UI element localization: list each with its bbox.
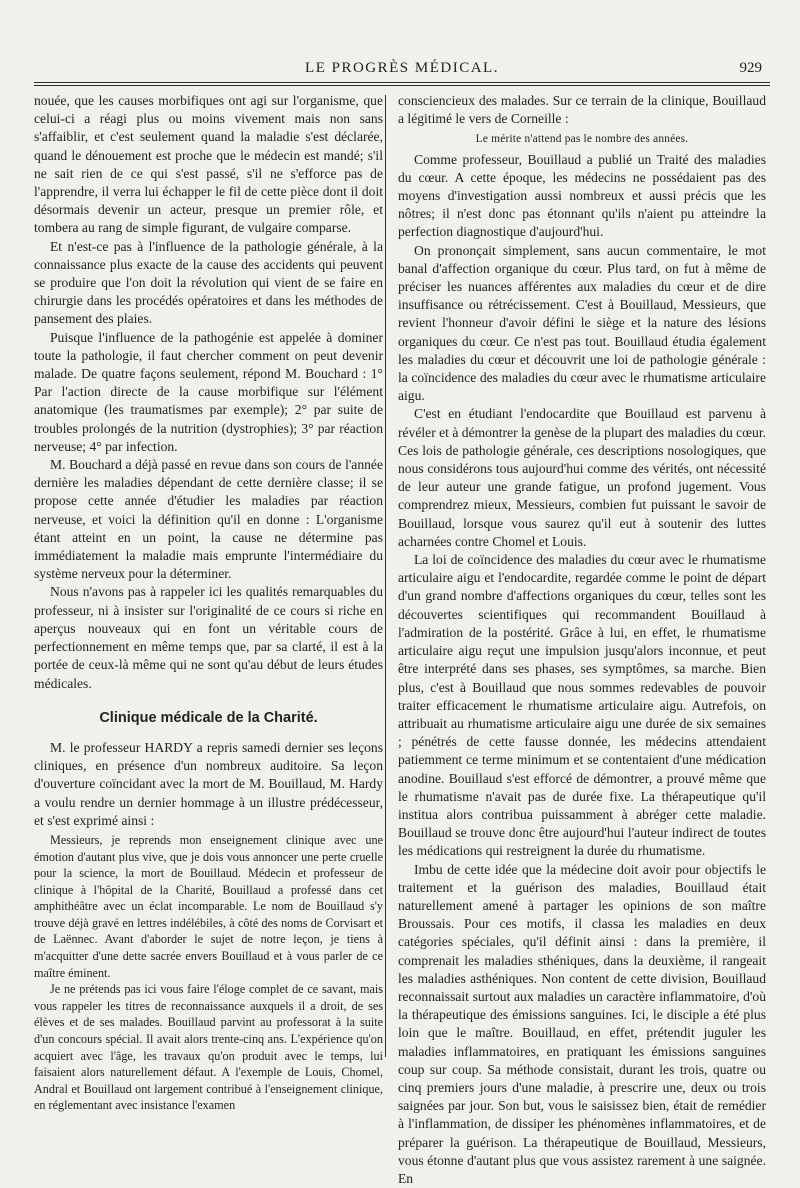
quoted-paragraph: Messieurs, je reprends mon enseignement clinique avec une émotion d'autant plus vive, que je dois vous annoncer une perte cruelle pour la science, la mort de Bouillaud. Médecin et professeur de clinique à l'hôpital de la Charité, Bouillaud a professé dans cet amphithéâtre avec un éclat incomparable. Le nom de Bouillaud s'y trouve déjà gravé en lettres indélébiles, à côté des noms de Corvisart et de Laënnec. Avant d'aborder le sujet de notre leçon, je tiens à m'acquitter d'une dette sacrée envers Bouillaud et à vous parler de ce maître éminent. — [34, 832, 383, 980]
column-rule — [385, 95, 386, 1057]
header-rule — [34, 82, 770, 86]
paragraph: consciencieux des malades. Sur ce terrain de la clinique, Bouillaud a légitimé le vers de Corneille : — [398, 93, 766, 127]
paragraph: Comme professeur, Bouillaud a publié un Traité des maladies du cœur. A cette époque, les médecins ne possédaient pas des moyens d'investigation aussi nombreux et aussi précis que les nôtres; il n'est donc pas étonnant qu'ils n'aient pu atteindre la perfection diagnostique d'aujourd'hui. — [398, 151, 766, 240]
quoted-paragraph: Je ne prétends pas ici vous faire l'éloge complet de ce savant, mais vous rappeler les titres de reconnaissance auxquels il a droit, de ses élèves et de ses malades. Bouillaud parvint au professorat à la suite d'un concours spécial. Il avait alors trente-cinq ans. L'expérience qu'on acquiert avec l'âge, les travaux qu'on produit avec le temps, lui faisaient alors naturellement défaut. A l'exemple de Louis, Chomel, Andral et Bouillaud ont largement contribué à l'enseignement clinique, en réglementant avec insistance l'examen — [34, 982, 383, 1113]
paragraph: La loi de coïncidence des maladies du cœur avec le rhumatisme articulaire aigu et l'endocardite, regardée comme le point de départ d'un grand nombre d'affections organiques du cœur, telles sont les découvertes scientifiques qui recommandent Bouillaud à l'admiration de la postérité. Grâce à lui, en effet, le rhumatisme articulaire aigu reçut une impulsion jusqu'alors inconnue, et peut être interprété dans ses phases, ses symptômes, sa marche. Bien plus, c'est à Bouillaud que nous sommes redevables de pouvoir traiter efficacement le rhumatisme articulaire aigu. Autrefois, on attribuait au rhumatisme articulaire aigu une durée de six semaines ; pénétrés de cette fausse donnée, les médecins attendaient patiemment ce terme minimum et se contentaient d'une médication anodine. Bouillaud s'est efforcé de démontrer, a prouvé même que le rhumatisme n'avait pas de durée fixe. La thérapeutique qu'il institua alors contribua puissamment à abréger cette maladie. Bouillaud se trouve donc être aujourd'hui l'auteur indirect de toutes les médications qui restreignent la durée du rhumatisme. — [398, 552, 766, 859]
paragraph: Imbu de cette idée que la médecine doit avoir pour objectifs le traitement et la guérison des maladies, Bouillaud était naturellement amené à partager les opinions de son maître Broussais. Pour ces motifs, il classa les maladies en deux catégories spéciales, qu'il définit ainsi : dans la première, il comprenait les maladies sthéniques, dans la deuxième, il rangeait les maladies asthéniques. Non content de cette division, Bouillaud reconnaissait surtout aux maladies un caractère inflammatoire, d'où la thérapeutique des émissions sanguines. Ici, le disciple a été plus loin que le maître. Bouillaud, en effet, prétendit juguler les maladies inflammatoires, en pratiquant les émissions sanguines coup sur coup. Sa méthode consistait, durant les trois, quatre ou cinq premiers jours d'une maladie, à prescrire une, deux ou trois saignées par jour. Son but, vous le saisissez bien, était de remédier à l'inflammation, de dissiper les phénomènes inflammatoires, et de préparer la guérison. La thérapeutique de Bouillaud, Messieurs, vous étonne d'autant plus que vous assistez rarement à une saignée. En — [398, 861, 766, 1186]
paragraph: Puisque l'influence de la pathogénie est appelée à dominer toute la pathologie, il faut chercher comment on peut devenir malade. De quatre façons seulement, répond M. Bouchard : 1° Par l'action directe de la cause morbifique sur l'élément anatomique (les traumatismes par exemple); 2° par suite de troubles prolongés de la nutrition (dystrophies); 3° par réaction nerveuse; 4° par infection. — [34, 329, 383, 454]
journal-title: LE PROGRÈS MÉDICAL. — [305, 60, 499, 76]
verse-quote: Le mérite n'attend pas le nombre des années. — [475, 133, 689, 146]
section-title: Clinique médicale de la Charité. — [99, 709, 318, 726]
left-column — [34, 92, 383, 1114]
paragraph: nouée, que les causes morbifiques ont agi sur l'organisme, que celui-ci a réagi plus ou moins vivement mais non sans s'affaiblir, et c'est seulement quand la maladie s'est déclarée, quand le dénouement est proche que le médecin est mandé; s'il ne sait rien de ce qui s'est passé, s'il ne s'efforce pas de l'apprendre, il verra lui échapper le fil de cette pièce dont il doit désormais devenir un acteur, presque un premier rôle, et tombera au rang de simple figurant, de vulgaire comparse. — [34, 93, 383, 236]
paragraph: Et n'est-ce pas à l'influence de la pathologie générale, à la connaissance plus exacte de la cause des accidents qui peuvent se produire que l'on doit la révolution qui vient de se faire en chirurgie dans les procédés opératoires et dans les méthodes de pansement des plaies. — [34, 238, 383, 327]
page-header — [34, 54, 770, 84]
paragraph: On prononçait simplement, sans aucun commentaire, le mot banal d'affection organique du cœur. Plus tard, on fut à même de préciser les nuances afférentes aux maladies du cœur et de dire insuffisance ou rétrécissement. C'est à Bouillaud, Messieurs, que revient l'honneur d'avoir défini le siège et la nature des lésions organiques du cœur. Ce n'est pas tout. Bouillaud étudia également les maladies du cœur et découvrit une loi de pathologie générale : la coïncidence des maladies du cœur avec le rhumatisme articulaire aigu. — [398, 242, 766, 404]
paragraph: Nous n'avons pas à rappeler ici les qualités remarquables du professeur, ni à insister sur l'originalité de ce cours si riche en aperçus nouveaux qui en font un véritable cours de perfectionnement en même temps que, par sa clarté, il est à la portée de ceux-là même qui ne sont qu'au début de leurs études médicales. — [34, 584, 383, 691]
paragraph: C'est en étudiant l'endocardite que Bouillaud est parvenu à révéler et à démontrer la genèse de la plupart des maladies du cœur. Ces lois de pathologie générale, ces descriptions nosologiques, que nous considérons tous aujourd'hui comme des vérités, ont nécessité de leur auteur une grande fatigue, un profond jugement. Vous comprendrez mieux, Messieurs, combien fut puissant le savoir de Bouillaud, lorsque vous saurez qu'il eut à soutenir des luttes acharnées contre Chomel et Louis. — [398, 406, 767, 549]
paragraph: M. Bouchard a déjà passé en revue dans son cours de l'année dernière les maladies dépendant de cette dernière classe; il se propose cette année d'étudier les maladies par réaction nerveuse, et voici la définition qu'il en donne : L'organisme étant atteint en un point, la cause ne détermine pas immédiatement la maladie mais emprunte l'intermédiaire du système nerveux pour la déterminer. — [34, 457, 383, 582]
right-column — [398, 92, 766, 1188]
page-number: 929 — [739, 60, 762, 76]
paragraph: M. le professeur HARDY a repris samedi dernier ses leçons cliniques, en présence d'un nombreux auditoire. Sa leçon d'ouverture coïncidant avec la mort de M. Bouillaud, M. Hardy a voulu rendre un dernier hommage à un illustre prédécesseur, et s'est exprimé ainsi : — [34, 739, 383, 828]
